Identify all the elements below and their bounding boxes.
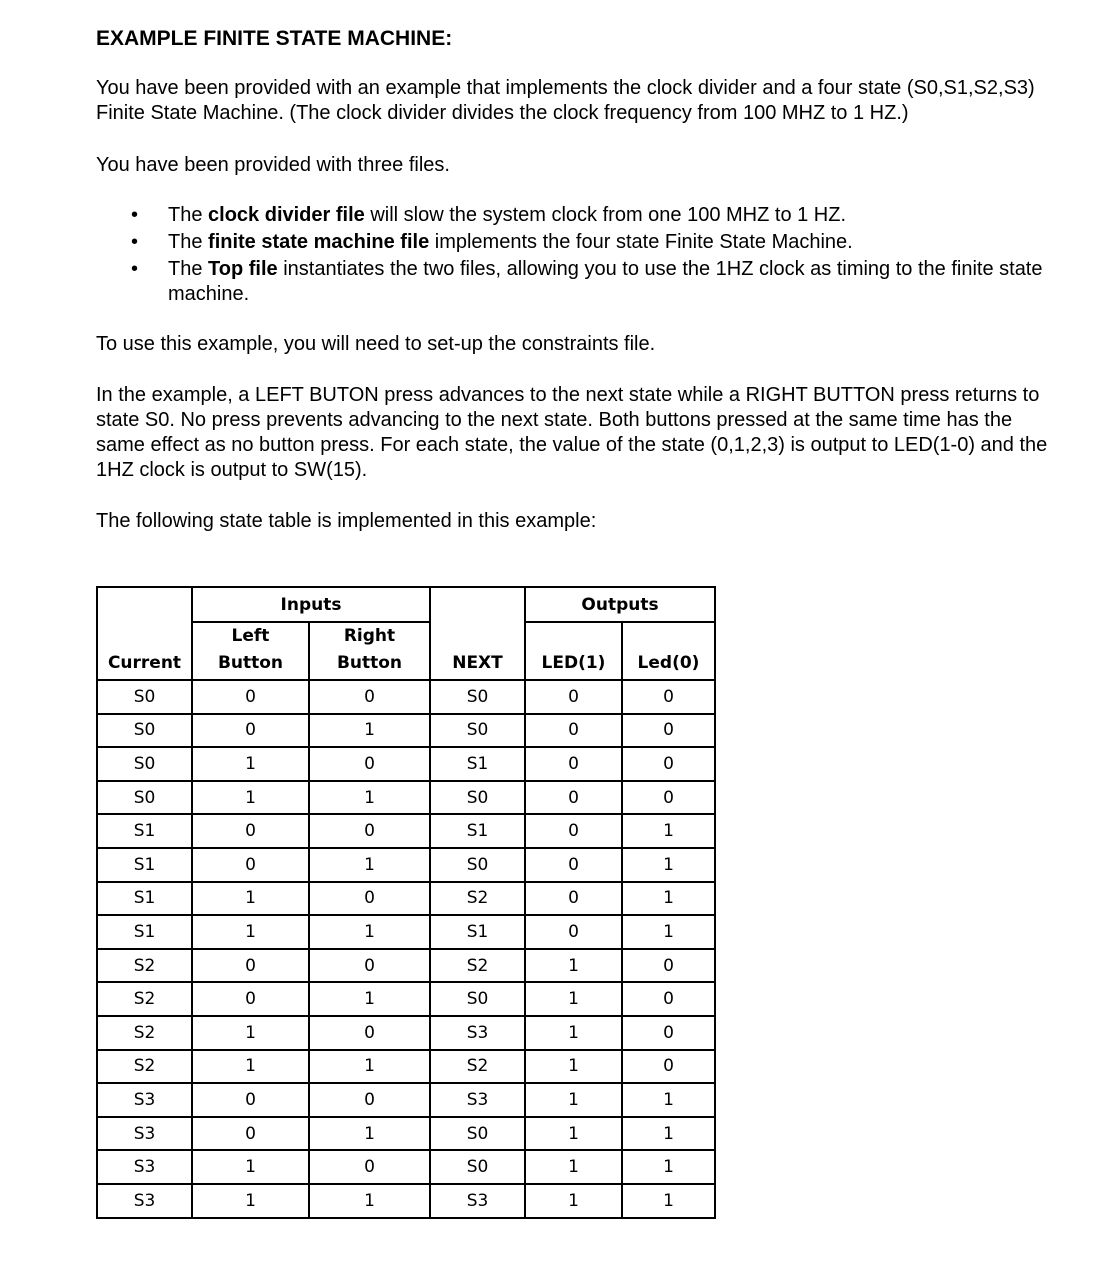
cell-right-button: 0	[309, 1016, 430, 1050]
cell-led1: 0	[525, 680, 622, 714]
cell-left-button: 0	[192, 680, 309, 714]
cell-led0: 1	[622, 1083, 715, 1117]
cell-next: S2	[430, 949, 525, 983]
cell-current: S2	[97, 1016, 192, 1050]
cell-current: S1	[97, 915, 192, 949]
table-row	[97, 982, 715, 1016]
cell-led0: 0	[622, 714, 715, 748]
bullet-icon: •	[131, 231, 139, 253]
intro-paragraph: You have been provided with an example that implements the clock divider and a four state (S0,S1,S2,S3) Finite State Machine. (The clock divider divides the clock frequency from 100 MHZ to 1 HZ.)	[96, 77, 1035, 124]
cell-current: S2	[97, 949, 192, 983]
cell-right-button: 0	[309, 882, 430, 916]
cell-right-button: 1	[309, 1184, 430, 1218]
cell-next: S3	[430, 1184, 525, 1218]
list-item: • The Top file instantiates the two files, allowing you to use the 1HZ clock as timing to the finite state machine.	[131, 258, 1043, 305]
cell-next: S1	[430, 747, 525, 781]
table-row	[97, 747, 715, 781]
cell-next: S2	[430, 882, 525, 916]
constraints-paragraph: To use this example, you will need to set-up the constraints file.	[96, 333, 656, 355]
table-row	[97, 1050, 715, 1084]
cell-right-button: 1	[309, 1117, 430, 1151]
cell-right-button: 0	[309, 949, 430, 983]
cell-left-button: 1	[192, 1184, 309, 1218]
table-row	[97, 680, 715, 714]
file-name: clock divider file	[208, 204, 365, 226]
bullet-icon: •	[131, 204, 139, 226]
cell-next: S3	[430, 1016, 525, 1050]
cell-current: S0	[97, 714, 192, 748]
cell-right-button: 1	[309, 848, 430, 882]
cell-next: S0	[430, 982, 525, 1016]
cell-left-button: 1	[192, 1050, 309, 1084]
cell-right-button: 1	[309, 714, 430, 748]
cell-led1: 0	[525, 915, 622, 949]
cell-current: S3	[97, 1083, 192, 1117]
right-button-column-header: Right Button	[309, 622, 430, 680]
cell-current: S2	[97, 982, 192, 1016]
cell-led1: 1	[525, 949, 622, 983]
header-spacer	[97, 587, 192, 622]
cell-left-button: 1	[192, 1150, 309, 1184]
table-row	[97, 882, 715, 916]
cell-next: S0	[430, 680, 525, 714]
cell-left-button: 0	[192, 814, 309, 848]
cell-led0: 0	[622, 747, 715, 781]
outputs-group-header: Outputs	[525, 587, 715, 622]
cell-left-button: 0	[192, 982, 309, 1016]
cell-led0: 1	[622, 1117, 715, 1151]
cell-led1: 1	[525, 1184, 622, 1218]
led0-column-header: Led(0)	[622, 622, 715, 680]
cell-right-button: 0	[309, 1150, 430, 1184]
table-row	[97, 714, 715, 748]
cell-led0: 1	[622, 882, 715, 916]
left-button-column-header: Left Button	[192, 622, 309, 680]
cell-led1: 0	[525, 781, 622, 815]
cell-right-button: 0	[309, 747, 430, 781]
cell-led0: 1	[622, 848, 715, 882]
cell-led0: 0	[622, 1050, 715, 1084]
cell-led0: 0	[622, 982, 715, 1016]
cell-current: S1	[97, 814, 192, 848]
page-title: EXAMPLE FINITE STATE MACHINE:	[96, 27, 453, 50]
table-row	[97, 814, 715, 848]
cell-left-button: 0	[192, 714, 309, 748]
state-table-body	[97, 680, 715, 1218]
cell-led1: 0	[525, 882, 622, 916]
cell-led1: 1	[525, 1150, 622, 1184]
cell-current: S3	[97, 1150, 192, 1184]
document-body	[96, 26, 1066, 534]
cell-right-button: 0	[309, 814, 430, 848]
cell-led1: 0	[525, 714, 622, 748]
cell-right-button: 1	[309, 781, 430, 815]
table-row	[97, 1117, 715, 1151]
file-name: Top file	[208, 258, 278, 280]
cell-next: S0	[430, 1150, 525, 1184]
cell-left-button: 1	[192, 882, 309, 916]
cell-led1: 1	[525, 1050, 622, 1084]
table-intro-paragraph: The following state table is implemented in this example:	[96, 510, 597, 532]
table-row	[97, 848, 715, 882]
cell-led0: 1	[622, 814, 715, 848]
behavior-paragraph: In the example, a LEFT BUTON press advances to the next state while a RIGHT BUTTON press returns to state S0. No press prevents advancing to the next state. Both buttons pressed at the same time has the same effect as no button press. For each state, the value of the state (0,1,2,3) is output to LED(1-0) and the 1HZ clock is output to SW(15).	[96, 384, 1048, 481]
led1-column-header: LED(1)	[525, 622, 622, 680]
files-intro-paragraph: You have been provided with three files.	[96, 154, 450, 176]
cell-next: S1	[430, 915, 525, 949]
cell-left-button: 0	[192, 848, 309, 882]
table-row	[97, 915, 715, 949]
cell-next: S0	[430, 1117, 525, 1151]
cell-led1: 1	[525, 1117, 622, 1151]
file-name: finite state machine file	[208, 231, 430, 253]
cell-led0: 1	[622, 915, 715, 949]
cell-left-button: 1	[192, 781, 309, 815]
cell-next: S0	[430, 781, 525, 815]
header-spacer	[430, 587, 525, 622]
cell-right-button: 1	[309, 915, 430, 949]
cell-led1: 1	[525, 1083, 622, 1117]
cell-led0: 0	[622, 781, 715, 815]
cell-current: S3	[97, 1117, 192, 1151]
table-row	[97, 1083, 715, 1117]
cell-left-button: 1	[192, 915, 309, 949]
cell-led1: 0	[525, 848, 622, 882]
table-row	[97, 1184, 715, 1218]
current-column-header: Current	[97, 622, 192, 680]
cell-current: S3	[97, 1184, 192, 1218]
cell-next: S3	[430, 1083, 525, 1117]
cell-next: S2	[430, 1050, 525, 1084]
cell-led1: 0	[525, 814, 622, 848]
cell-left-button: 1	[192, 747, 309, 781]
cell-left-button: 0	[192, 1117, 309, 1151]
cell-right-button: 0	[309, 1083, 430, 1117]
cell-current: S1	[97, 848, 192, 882]
cell-led0: 0	[622, 680, 715, 714]
cell-next: S1	[430, 814, 525, 848]
state-table	[96, 586, 716, 1219]
cell-left-button: 0	[192, 949, 309, 983]
cell-left-button: 0	[192, 1083, 309, 1117]
cell-next: S0	[430, 848, 525, 882]
table-row	[97, 781, 715, 815]
cell-current: S0	[97, 680, 192, 714]
cell-led0: 1	[622, 1150, 715, 1184]
cell-led1: 1	[525, 1016, 622, 1050]
cell-current: S1	[97, 882, 192, 916]
files-list	[96, 203, 1066, 307]
cell-led0: 1	[622, 1184, 715, 1218]
cell-left-button: 1	[192, 1016, 309, 1050]
table-row	[97, 1016, 715, 1050]
cell-led0: 0	[622, 1016, 715, 1050]
cell-right-button: 0	[309, 680, 430, 714]
cell-led1: 0	[525, 747, 622, 781]
next-column-header: NEXT	[430, 622, 525, 680]
cell-next: S0	[430, 714, 525, 748]
table-row	[97, 949, 715, 983]
cell-right-button: 1	[309, 1050, 430, 1084]
cell-current: S2	[97, 1050, 192, 1084]
cell-led0: 0	[622, 949, 715, 983]
cell-right-button: 1	[309, 982, 430, 1016]
cell-current: S0	[97, 781, 192, 815]
cell-current: S0	[97, 747, 192, 781]
bullet-icon: •	[131, 258, 139, 280]
cell-led1: 1	[525, 982, 622, 1016]
list-item: • The clock divider file will slow the system clock from one 100 MHZ to 1 HZ.	[131, 204, 847, 226]
list-item: • The finite state machine file implements the four state Finite State Machine.	[131, 231, 853, 253]
inputs-group-header: Inputs	[192, 587, 430, 622]
table-row	[97, 1150, 715, 1184]
